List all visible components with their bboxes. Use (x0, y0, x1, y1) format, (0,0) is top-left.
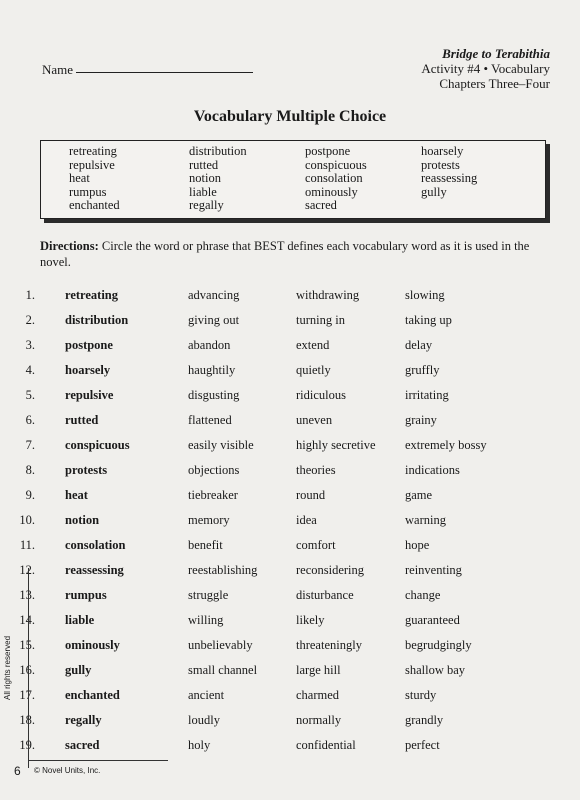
answer-choice[interactable]: unbelievably (188, 638, 253, 652)
answer-choice[interactable]: shallow bay (405, 663, 466, 677)
answer-choice[interactable]: grainy (405, 413, 437, 427)
word-box-column-1 (69, 145, 120, 213)
word-box-item: ominously (305, 184, 358, 199)
vocab-word: notion (65, 513, 100, 527)
vocab-word: rumpus (65, 588, 107, 602)
question-row (0, 533, 580, 558)
answer-choice[interactable]: holy (188, 738, 211, 752)
question-row (0, 483, 580, 508)
question-number: 2. (25, 313, 35, 327)
word-box-item: enchanted (69, 198, 120, 212)
page-number: 6 (14, 764, 21, 778)
question-row (0, 508, 580, 533)
answer-choice[interactable]: giving out (188, 313, 240, 327)
answer-choice[interactable]: extend (296, 338, 330, 352)
word-box-item: retreating (69, 144, 117, 158)
vocab-word: protests (65, 463, 108, 477)
vocab-word: distribution (65, 313, 129, 327)
word-box-item: postpone (305, 144, 351, 158)
question-row (0, 633, 580, 658)
answer-choice[interactable]: indications (405, 463, 460, 477)
answer-choice[interactable]: normally (296, 713, 342, 727)
question-number: 14. (19, 613, 35, 627)
answer-choice[interactable]: charmed (296, 688, 340, 702)
question-row (0, 708, 580, 733)
question-number: 9. (25, 488, 35, 502)
answer-choice[interactable]: ancient (188, 688, 225, 702)
question-number: 11. (19, 538, 35, 552)
question-number: 17. (19, 688, 35, 702)
answer-choice[interactable]: slowing (405, 288, 445, 302)
word-box-item: conspicuous (305, 157, 367, 172)
word-box-item: protests (421, 157, 460, 172)
answer-choice[interactable]: taking up (405, 313, 452, 327)
answer-choice[interactable]: easily visible (188, 438, 254, 452)
word-box-column-3 (305, 145, 367, 213)
question-number: 12. (19, 563, 35, 577)
question-row (0, 658, 580, 683)
answer-choice[interactable]: advancing (188, 288, 240, 302)
answer-choice[interactable]: quietly (296, 363, 331, 377)
question-number: 7. (25, 438, 35, 452)
answer-choice[interactable]: grandly (405, 713, 444, 727)
word-box-item: distribution (189, 144, 247, 158)
word-box-item: heat (69, 171, 90, 185)
vocab-word: regally (65, 713, 102, 727)
answer-choice[interactable]: begrudgingly (405, 638, 472, 652)
vocab-word: liable (65, 613, 95, 627)
question-number: 6. (25, 413, 35, 427)
answer-choice[interactable]: ridiculous (296, 388, 346, 402)
vocab-word: consolation (65, 538, 126, 552)
question-number: 10. (19, 513, 35, 527)
question-number: 19. (19, 738, 35, 752)
question-row (0, 608, 580, 633)
vocab-word: retreating (65, 288, 118, 302)
question-number: 16. (19, 663, 35, 677)
answer-choice[interactable]: round (296, 488, 326, 502)
word-box-item: rumpus (69, 184, 107, 199)
activity-label: Activity #4 • Vocabulary (421, 61, 550, 76)
chapters-label: Chapters Three–Four (439, 76, 550, 91)
answer-choice[interactable]: hope (405, 538, 430, 552)
word-box-item: rutted (189, 157, 219, 172)
answer-choice[interactable]: perfect (405, 738, 440, 752)
vocabulary-word-box (40, 140, 546, 219)
answer-choice[interactable]: memory (188, 513, 230, 527)
answer-choice[interactable]: confidential (296, 738, 356, 752)
answer-choice[interactable]: theories (296, 463, 336, 477)
answer-choice[interactable]: gruffly (405, 363, 440, 377)
question-row (0, 458, 580, 483)
question-number: 8. (25, 463, 35, 477)
question-row (0, 433, 580, 458)
vocab-word: sacred (65, 738, 100, 752)
vocab-word: repulsive (65, 388, 114, 402)
word-box-column-4 (421, 145, 477, 199)
answer-choice[interactable]: likely (296, 613, 325, 627)
question-number: 4. (25, 363, 35, 377)
question-number: 15. (19, 638, 35, 652)
answer-choice[interactable]: change (405, 588, 441, 602)
answer-choice[interactable]: sturdy (405, 688, 437, 702)
question-row (0, 383, 580, 408)
word-box-item: reassessing (421, 171, 478, 185)
answer-choice[interactable]: abandon (188, 338, 231, 352)
answer-choice[interactable]: uneven (296, 413, 333, 427)
footer-horizontal-rule (28, 760, 168, 761)
answer-choice[interactable]: reestablishing (188, 563, 258, 577)
vocab-word: gully (65, 663, 92, 677)
question-row (0, 283, 580, 308)
answer-choice[interactable]: willing (188, 613, 224, 627)
activity-header (421, 46, 550, 91)
question-row (0, 683, 580, 708)
word-box-item: repulsive (69, 157, 115, 172)
directions-label: Directions: (40, 239, 99, 253)
question-row (0, 333, 580, 358)
question-row (0, 558, 580, 583)
vocab-word: reassessing (65, 563, 124, 577)
answer-choice[interactable]: struggle (188, 588, 229, 602)
footer-vertical-rule (28, 568, 29, 768)
answer-choice[interactable]: comfort (296, 538, 336, 552)
question-row (0, 408, 580, 433)
name-label: Name (42, 62, 74, 77)
answer-choice[interactable]: large hill (296, 663, 341, 677)
answer-choice[interactable]: disgusting (188, 388, 240, 402)
answer-choice[interactable]: disturbance (296, 588, 354, 602)
vocab-word: heat (65, 488, 88, 502)
rights-notice: All rights reserved (3, 635, 12, 700)
answer-choice[interactable]: game (405, 488, 433, 502)
word-box-item: consolation (305, 171, 363, 185)
answer-choice[interactable]: withdrawing (296, 288, 360, 302)
answer-choice[interactable]: warning (405, 513, 446, 527)
answer-choice[interactable]: threateningly (296, 638, 362, 652)
directions-text: Circle the word or phrase that BEST defines each vocabulary word as it is used in the novel. (40, 239, 530, 269)
question-row (0, 583, 580, 608)
answer-choice[interactable]: flattened (188, 413, 232, 427)
vocab-word: enchanted (65, 688, 120, 702)
answer-choice[interactable]: extremely bossy (405, 438, 487, 452)
question-number: 1. (25, 288, 35, 302)
answer-choice[interactable]: idea (296, 513, 317, 527)
answer-choice[interactable]: delay (405, 338, 433, 352)
word-box-column-2 (189, 145, 247, 213)
vocab-word: rutted (65, 413, 99, 427)
question-number: 3. (25, 338, 35, 352)
word-box-item: hoarsely (421, 144, 464, 158)
vocab-word: conspicuous (65, 438, 130, 452)
answer-choice[interactable]: guaranteed (405, 613, 460, 627)
word-box-item: notion (189, 171, 221, 185)
question-row (0, 308, 580, 333)
question-row (0, 733, 580, 758)
question-number: 13. (19, 588, 35, 602)
answer-choice[interactable]: turning in (296, 313, 345, 327)
word-box-item: gully (421, 184, 447, 199)
answer-choice[interactable]: tiebreaker (188, 488, 238, 502)
question-list (0, 283, 580, 758)
vocab-word: postpone (65, 338, 113, 352)
book-title: Bridge to Terabithia (442, 46, 550, 61)
vocab-word: ominously (65, 638, 120, 652)
answer-choice[interactable]: small channel (188, 663, 258, 677)
answer-choice[interactable]: benefit (188, 538, 223, 552)
answer-choice[interactable]: reconsidering (296, 563, 365, 577)
answer-choice[interactable]: loudly (188, 713, 220, 727)
answer-choice[interactable]: haughtily (188, 363, 236, 377)
name-field-line[interactable] (76, 72, 253, 73)
question-row (0, 358, 580, 383)
question-number: 18. (19, 713, 35, 727)
copyright-notice: © Novel Units, Inc. (34, 766, 101, 775)
word-box-item: liable (189, 184, 217, 199)
answer-choice[interactable]: highly secretive (296, 438, 376, 452)
answer-choice[interactable]: reinventing (405, 563, 462, 577)
page-title: Vocabulary Multiple Choice (193, 108, 387, 125)
answer-choice[interactable]: objections (188, 463, 240, 477)
answer-choice[interactable]: irritating (405, 388, 449, 402)
vocab-word: hoarsely (65, 363, 111, 377)
word-box-item: sacred (305, 198, 337, 212)
word-box-item: regally (189, 198, 224, 212)
directions (40, 238, 546, 270)
question-number: 5. (25, 388, 35, 402)
